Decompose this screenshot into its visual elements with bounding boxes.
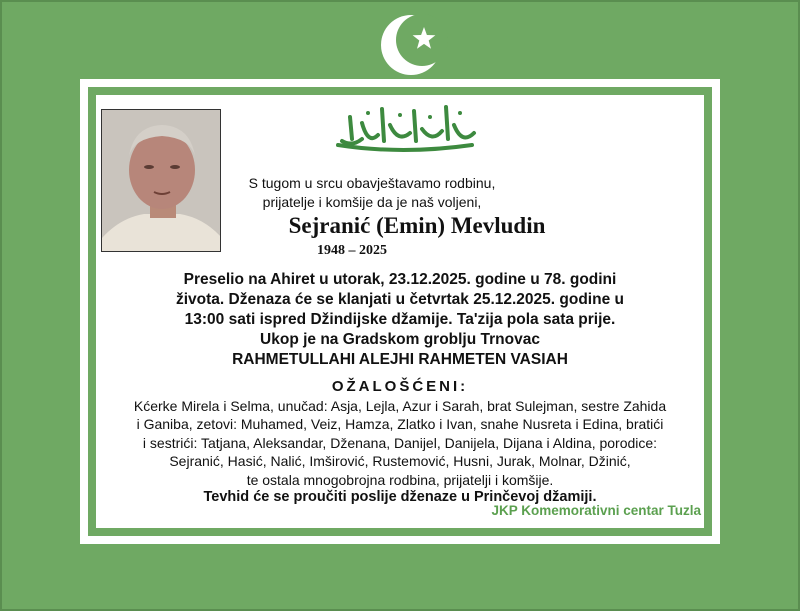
portrait-photo xyxy=(101,109,221,252)
announcement-line: 13:00 sati ispred Džindijske džamije. Ta'zija pola sata prije. xyxy=(184,311,616,328)
intro-line: S tugom u srcu obavještavamo rodbinu, xyxy=(248,175,496,191)
calligraphy-icon xyxy=(332,95,482,155)
announcement-line: života. Dženaza će se klanjati u četvrtak 25.12.2025. godine u xyxy=(176,291,624,308)
mourners-line: i Ganiba, zetovi: Muhamed, Veiz, Hamza, Zlatko i Ivan, snahe Nusreta i Edina, bratići xyxy=(136,416,664,432)
intro-line: prijatelje i komšije da je naš voljeni, xyxy=(262,194,482,210)
announcement-line: Preselio na Ahiret u utorak, 23.12.2025. godine u 78. godini xyxy=(183,271,617,288)
portrait-silhouette-icon xyxy=(102,110,221,252)
publisher-credit: JKP Komemorativni centar Tuzla xyxy=(491,503,701,518)
mourners-line: i sestrići: Tatjana, Aleksandar, Dženana, Danijel, Danijela, Dijana i Aldina, porodice: xyxy=(142,435,658,451)
mourners-heading: OŽALOŠĆENI: xyxy=(331,378,469,395)
mourners-line: Kćerke Mirela i Selma, unučad: Asja, Lejla, Azur i Sarah, brat Sulejman, sestre Zahida xyxy=(133,398,667,414)
burial-line: Ukop je na Gradskom groblju Trnovac xyxy=(260,331,540,348)
tevhid-line: Tevhid će se proučiti poslije dženaze u Prinčevoj džamiji. xyxy=(203,489,597,505)
crescent-star-icon xyxy=(378,10,448,80)
life-years: 1948 – 2025 xyxy=(317,243,387,258)
mourners-line: te ostala mnogobrojna rodbina, prijatelji i komšije. xyxy=(246,472,554,488)
prayer-line: RAHMETULLAHI ALEJHI RAHMETEN VASIAH xyxy=(232,351,568,368)
deceased-name: Sejranić (Emin) Mevludin xyxy=(288,213,546,238)
mourners-line: Sejranić, Hasić, Nalić, Imširović, Rustemović, Husni, Jurak, Molnar, Džinić, xyxy=(169,453,631,469)
